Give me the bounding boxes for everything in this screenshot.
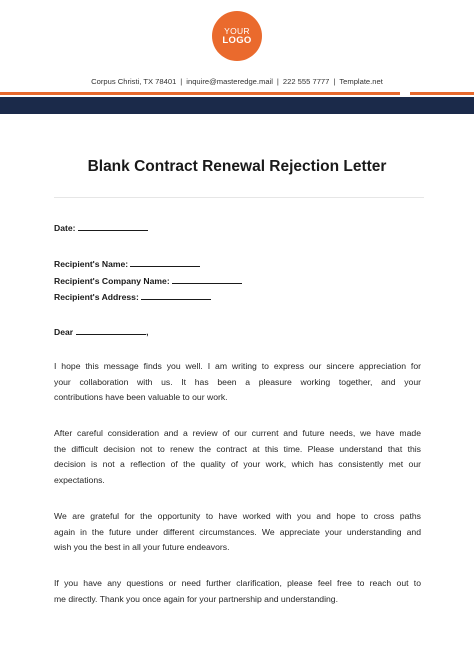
contact-email: inquire@masteredge.mail	[186, 77, 273, 86]
salutation-blank[interactable]	[76, 326, 149, 337]
header-accent-bar	[0, 92, 400, 95]
contact-website: Template.net	[339, 77, 383, 86]
paragraph-line: I hope this message finds you well. I am writing to express our sincere appreciation for	[54, 361, 421, 371]
contact-line	[0, 77, 474, 86]
recipient-company-label: Recipient's Company Name:	[54, 276, 170, 286]
recipient-company-blank[interactable]	[172, 275, 242, 284]
title-divider	[54, 197, 424, 198]
logo-text-line2: LOGO	[222, 35, 252, 46]
recipient-address-field	[54, 291, 211, 302]
paragraph-line: After careful consideration and a review of our current and future needs, we have made	[54, 428, 421, 438]
paragraph-line: your collaboration with us. It has been a pleasure working together, and your	[54, 376, 421, 387]
contact-separator: |	[333, 77, 336, 86]
recipient-name-field	[54, 258, 200, 269]
body-paragraph-3	[54, 509, 421, 556]
header-navy-band	[0, 97, 474, 114]
paragraph-line: contributions have been valuable to our work.	[54, 392, 228, 402]
contact-separator: |	[180, 77, 183, 86]
contact-separator: |	[276, 77, 279, 86]
paragraph-line: If you have any questions or need further clarification, please feel free to reach out to	[54, 578, 421, 588]
header-accent-bar-right	[410, 92, 474, 95]
contact-address: Corpus Christi, TX 78401	[91, 77, 177, 86]
recipient-name-label: Recipient's Name:	[54, 259, 129, 269]
salutation-comma: ,	[146, 327, 149, 337]
recipient-name-blank[interactable]	[130, 258, 200, 267]
body-paragraph-2	[54, 426, 421, 488]
paragraph-line: me directly. Thank you once again for your partnership and understanding.	[54, 593, 338, 604]
date-label: Date:	[54, 223, 76, 233]
paragraph-line: We are grateful for the opportunity to have worked with you and hope to cross paths	[54, 511, 421, 521]
recipient-address-label: Recipient's Address:	[54, 292, 139, 302]
paragraph-line: expectations.	[54, 474, 105, 485]
salutation-word: Dear	[54, 327, 74, 337]
recipient-company-field	[54, 275, 242, 286]
body-paragraph-4	[54, 576, 421, 607]
paragraph-line: again in the future under different circumstances. We appreciate your understanding and	[54, 526, 421, 537]
contact-phone: 222 555 7777	[282, 77, 330, 86]
logo-text-line1: YOUR	[224, 26, 250, 36]
paragraph-line: wish you the best in all your future endeavors.	[54, 542, 230, 552]
recipient-address-blank[interactable]	[141, 291, 211, 300]
company-logo	[212, 11, 262, 61]
date-field	[54, 222, 148, 233]
salutation	[54, 326, 149, 337]
paragraph-line: decision is not a reflection of the quality of your work, which has consistently met our	[54, 459, 421, 469]
body-paragraph-1	[54, 359, 421, 406]
date-blank[interactable]	[78, 222, 148, 231]
letter-title: Blank Contract Renewal Rejection Letter	[87, 158, 387, 175]
paragraph-line: the difficult decision not to renew the contract at this time. Please understand that this	[54, 443, 421, 454]
